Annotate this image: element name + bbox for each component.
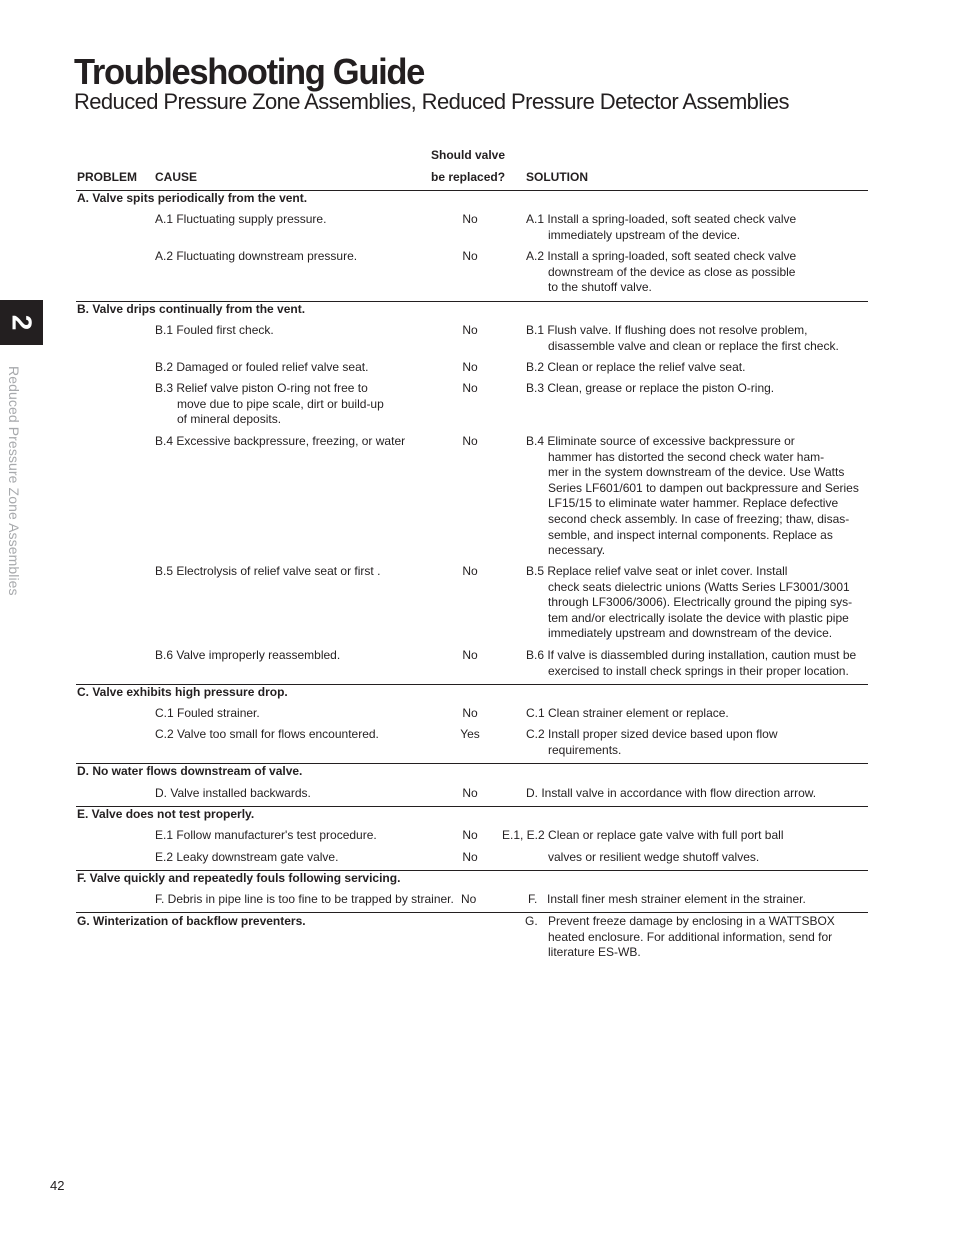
cause-c1: C.1 Fouled strainer. (155, 706, 260, 720)
solution-g-label: G. (525, 914, 538, 928)
cause-b3: B.3 Relief valve piston O-ring not free to move due to pipe scale, dirt or build-up of mineral deposits. (155, 381, 384, 427)
replace-b1: No (462, 323, 478, 337)
solution-g: Prevent freeze damage by enclosing in a WATTSBOX heated enclosure. For additional information, send for literature ES-WB. (548, 914, 835, 960)
solution-b2: B.2 Clean or replace the relief valve seat. (526, 360, 746, 374)
solution-c1: C.1 Clean strainer element or replace. (526, 706, 729, 720)
solution-b3: B.3 Clean, grease or replace the piston O-ring. (526, 381, 775, 395)
header-replace-line1: Should valve (431, 148, 506, 162)
cause-b1: B.1 Fouled first check. (155, 323, 274, 337)
cause-e1: E.1 Follow manufacturer's test procedure. (155, 828, 377, 842)
solution-f: Install finer mesh strainer element in the strainer. (547, 892, 806, 906)
replace-b5: No (462, 564, 478, 578)
solution-f-label: F. (528, 892, 538, 906)
solution-e1: E.1, E.2 Clean or replace gate valve with full port ball (502, 828, 784, 842)
cause-b5: B.5 Electrolysis of relief valve seat or first . (155, 564, 381, 578)
solution-b5: B.5 Replace relief valve seat or inlet cover. Install check seats dielectric unions (Watts Series LF3001/3001 through LF3006/3006). Electrically ground the piping sys- tem and/or electrically isolate the device with plastic pipe immediately upstream and downstream of the device. (526, 564, 853, 641)
cause-e2: E.2 Leaky downstream gate valve. (155, 850, 339, 864)
cause-b4: B.4 Excessive backpressure, freezing, or water (155, 434, 406, 448)
replace-b4: No (462, 434, 478, 448)
solution-d: D. Install valve in accordance with flow direction arrow. (526, 786, 817, 800)
chapter-side-label: Reduced Pressure Zone Assemblies (6, 366, 22, 596)
section-rule (76, 912, 868, 913)
header-problem: PROBLEM (77, 170, 137, 184)
header-solution: SOLUTION (526, 170, 588, 184)
solution-b1: B.1 Flush valve. If flushing does not resolve problem, disassemble valve and clean or replace the first check. (526, 323, 839, 353)
problem-f: F. Valve quickly and repeatedly fouls following servicing. (77, 871, 401, 885)
replace-b6: No (462, 648, 478, 662)
replace-b3: No (462, 381, 478, 395)
problem-d: D. No water flows downstream of valve. (77, 764, 303, 778)
problem-b: B. Valve drips continually from the vent. (77, 302, 306, 316)
chapter-number: 2 (5, 314, 37, 331)
solution-a2: A.2 Install a spring-loaded, soft seated check valve downstream of the device as close as possible to the shutoff valve. (526, 249, 797, 295)
replace-d: No (462, 786, 478, 800)
replace-e2: No (462, 850, 478, 864)
cause-d: D. Valve installed backwards. (155, 786, 311, 800)
page-subtitle: Reduced Pressure Zone Assemblies, Reduced Pressure Detector Assemblies (74, 89, 789, 114)
solution-b4: B.4 Eliminate source of excessive backpressure or hammer has distorted the second check water ham- mer in the system downstream of the device. Use Watts Series LF601/601 to dampen out backpressure and Series LF15/15 to eliminate water hammer. Replace defective second check assembly. In case of freezing; thaw, disas- semble, and inspect internal components. Replace as necessary. (526, 434, 859, 558)
replace-c1: No (462, 706, 478, 720)
chapter-tab (0, 300, 43, 345)
problem-e: E. Valve does not test properly. (77, 807, 255, 821)
problem-a: A. Valve spits periodically from the vent. (77, 191, 308, 205)
solution-a1: A.1 Install a spring-loaded, soft seated check valve immediately upstream of the device. (526, 212, 797, 242)
replace-a2: No (462, 249, 478, 263)
replace-a1: No (462, 212, 478, 226)
replace-e1: No (462, 828, 478, 842)
cause-a2: A.2 Fluctuating downstream pressure. (155, 249, 358, 263)
solution-e2: valves or resilient wedge shutoff valves. (548, 850, 760, 864)
problem-g: G. Winterization of backflow preventers. (77, 914, 306, 928)
solution-b6: B.6 If valve is diassembled during installation, caution must be exercised to install check springs in their proper location. (526, 648, 857, 678)
solution-c2: C.2 Install proper sized device based upon flow requirements. (526, 727, 778, 757)
cause-b6: B.6 Valve improperly reassembled. (155, 648, 341, 662)
replace-f: No (461, 892, 477, 906)
cause-f: F. Debris in pipe line is too fine to be trapped by strainer. (155, 892, 454, 906)
cause-a1: A.1 Fluctuating supply pressure. (155, 212, 327, 226)
problem-c: C. Valve exhibits high pressure drop. (77, 685, 288, 699)
header-cause: CAUSE (155, 170, 198, 184)
cause-c2: C.2 Valve too small for flows encountered. (155, 727, 379, 741)
replace-b2: No (462, 360, 478, 374)
page-title: Troubleshooting Guide (74, 51, 425, 92)
replace-c2: Yes (460, 727, 480, 741)
page-number: 42 (50, 1178, 65, 1193)
cause-b2: B.2 Damaged or fouled relief valve seat. (155, 360, 369, 374)
header-replace-line2: be replaced? (431, 170, 506, 184)
